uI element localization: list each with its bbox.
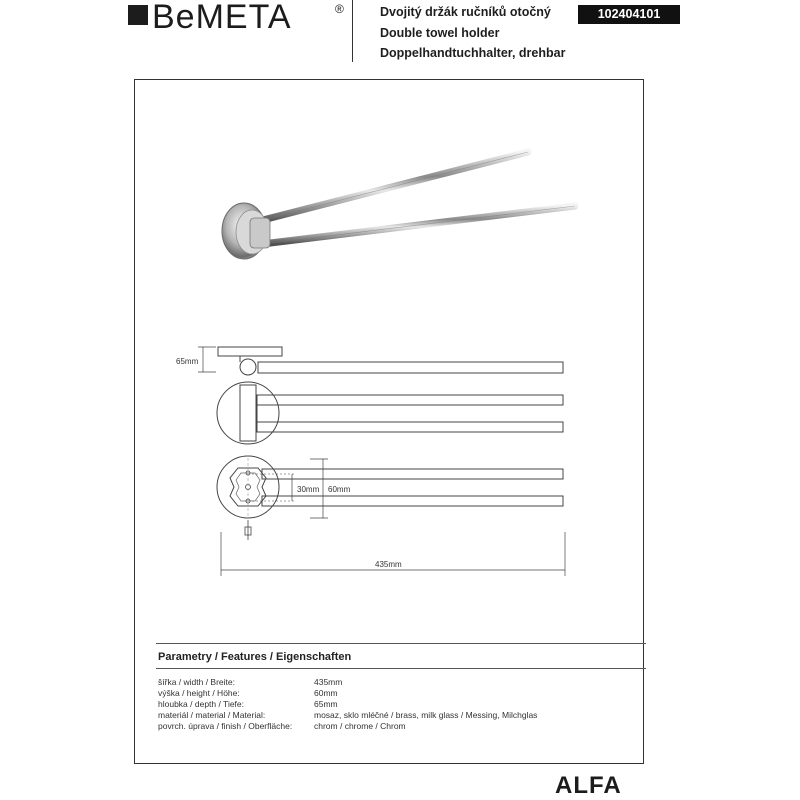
spec-label: šířka / width / Breite: [158, 677, 235, 687]
height-dimension-label: 60mm [328, 485, 351, 494]
side-view [176, 347, 563, 375]
spec-value: 65mm [314, 699, 338, 709]
title-czech: Dvojitý držák ručníků otočný [380, 5, 551, 19]
width-dimension-label: 435mm [375, 560, 402, 569]
product-code: 102404101 [578, 5, 680, 24]
product-photo [222, 152, 575, 259]
specs-title: Parametry / Features / Eigenschaften [158, 651, 352, 663]
inner-dimension-label: 30mm [297, 485, 320, 494]
specs-top-rule [156, 643, 646, 644]
specs-title-rule [156, 668, 646, 669]
title-english: Double towel holder [380, 25, 500, 40]
series-name: ALFA [555, 772, 622, 799]
spec-value: 60mm [314, 688, 338, 698]
spec-value: 435mm [314, 677, 343, 687]
registered-mark: ® [335, 2, 344, 16]
spec-label: povrch. úprava / finish / Oberfläche: [158, 721, 293, 731]
front-view [217, 382, 563, 444]
spec-value: chrom / chrome / Chrom [314, 721, 406, 731]
title-german: Doppelhandtuchhalter, drehbar [380, 46, 566, 60]
width-dimension [221, 532, 565, 576]
spec-label: hloubka / depth / Tiefe: [158, 699, 245, 709]
depth-dimension-label: 65mm [176, 357, 199, 366]
spec-label: výška / height / Höhe: [158, 688, 240, 698]
spec-label: materiál / material / Material: [158, 710, 266, 720]
brand-name: BeMETA [152, 0, 292, 36]
spec-value: mosaz, sklo mléčné / brass, milk glass / Messing, Milchglas [314, 710, 538, 720]
mounting-view [217, 456, 563, 540]
